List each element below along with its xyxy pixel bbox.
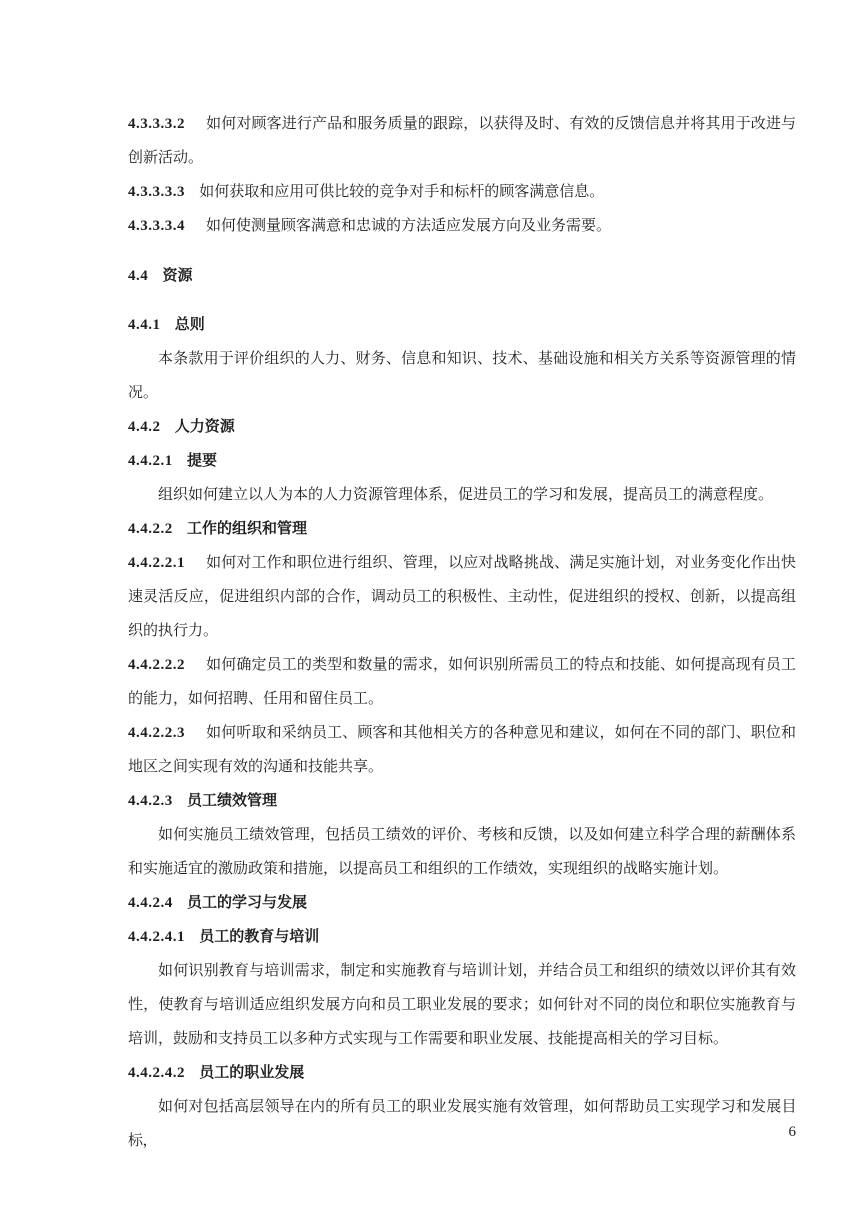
heading-title: 员工的教育与培训 [199,929,320,945]
paragraph-hr-summary: 组织如何建立以人为本的人力资源管理体系，促进员工的学习和发展，提高员工的满意程度。 [158,487,774,503]
clause-text: 如何获取和应用可供比较的竞争对手和标杆的顾客满意信息。 [199,184,605,200]
clause-4-4-2-2-1 [128,546,796,648]
heading-4-4-2-3 [128,784,796,818]
heading-number: 4.4.2.1 [128,453,173,469]
heading-number: 4.4.1 [128,317,161,333]
heading-number: 4.4.2 [128,419,161,435]
clause-text: 如何使测量顾客满意和忠诚的方法适应发展方向及业务需要。 [206,218,612,234]
clause-text: 如何对顾客进行产品和服务质量的跟踪，以获得及时、有效的反馈信息并将其用于改进与创新活动。 [128,116,796,166]
heading-4-4-2-4-2 [128,1056,796,1090]
heading-4-4-2 [128,410,796,444]
clause-text: 如何对工作和职位进行组织、管理，以应对战略挑战、满足实施计划，对业务变化作出快速灵活反应，促进组织内部的合作，调动员工的积极性、主动性，促进组织的授权、创新，以提高组织的执行力。 [128,555,796,639]
heading-4-4-2-1 [128,444,796,478]
clause-number: 4.4.2.2.1 [128,555,185,571]
heading-title: 提要 [187,453,218,469]
paragraph-performance-management: 如何实施员工绩效管理，包括员工绩效的评价、考核和反馈，以及如何建立科学合理的薪酬体系和实施适宜的激励政策和措施，以提高员工和组织的工作绩效，实现组织的战略实施计划。 [128,827,796,877]
heading-number: 4.4.2.3 [128,793,173,809]
heading-title: 工作的组织和管理 [187,521,308,537]
heading-title: 资源 [162,268,193,284]
heading-number: 4.4 [128,268,149,284]
clause-text: 如何听取和采纳员工、顾客和其他相关方的各种意见和建议，如何在不同的部门、职位和地区之间实现有效的沟通和技能共享。 [128,725,796,775]
heading-4-4-1 [128,308,796,342]
clause-4-3-3-3-4 [128,209,796,243]
clause-number: 4.3.3.3.4 [128,218,185,234]
paragraph-career-development: 如何对包括高层领导在内的所有员工的职业发展实施有效管理，如何帮助员工实现学习和发展目标， [128,1099,796,1149]
heading-title: 总则 [174,317,205,333]
clause-text: 如何确定员工的类型和数量的需求，如何识别所需员工的特点和技能、如何提高现有员工的能力，如何招聘、任用和留住员工。 [128,657,796,707]
clause-4-4-2-2-3 [128,716,796,784]
heading-title: 员工绩效管理 [187,793,278,809]
heading-title: 员工的学习与发展 [187,895,308,911]
heading-4-4 [128,259,796,293]
heading-4-4-2-4 [128,886,796,920]
heading-number: 4.4.2.2 [128,521,173,537]
paragraph-education-training: 如何识别教育与培训需求，制定和实施教育与培训计划，并结合员工和组织的绩效以评价其有效性，使教育与培训适应组织发展方向和员工职业发展的要求；如何针对不同的岗位和职位实施教育与培训，鼓励和支持员工以多种方式实现与工作需要和职业发展、技能提高相关的学习目标。 [128,963,796,1047]
heading-title: 员工的职业发展 [199,1065,305,1081]
heading-number: 4.4.2.4.2 [128,1065,185,1081]
clause-number: 4.3.3.3.3 [128,184,185,200]
paragraph-general-rule: 本条款用于评价组织的人力、财务、信息和知识、技术、基础设施和相关方关系等资源管理的情况。 [128,351,796,401]
clause-4-4-2-2-2 [128,648,796,716]
clause-4-3-3-3-3 [128,175,796,209]
heading-4-4-2-2 [128,512,796,546]
clause-4-3-3-3-2 [128,107,796,175]
clause-number: 4.4.2.2.2 [128,657,185,673]
heading-number: 4.4.2.4 [128,895,173,911]
heading-4-4-2-4-1 [128,920,796,954]
heading-number: 4.4.2.4.1 [128,929,185,945]
clause-number: 4.3.3.3.2 [128,116,185,132]
clause-number: 4.4.2.2.3 [128,725,185,741]
heading-title: 人力资源 [174,419,235,435]
page-number: 6 [788,1124,796,1140]
